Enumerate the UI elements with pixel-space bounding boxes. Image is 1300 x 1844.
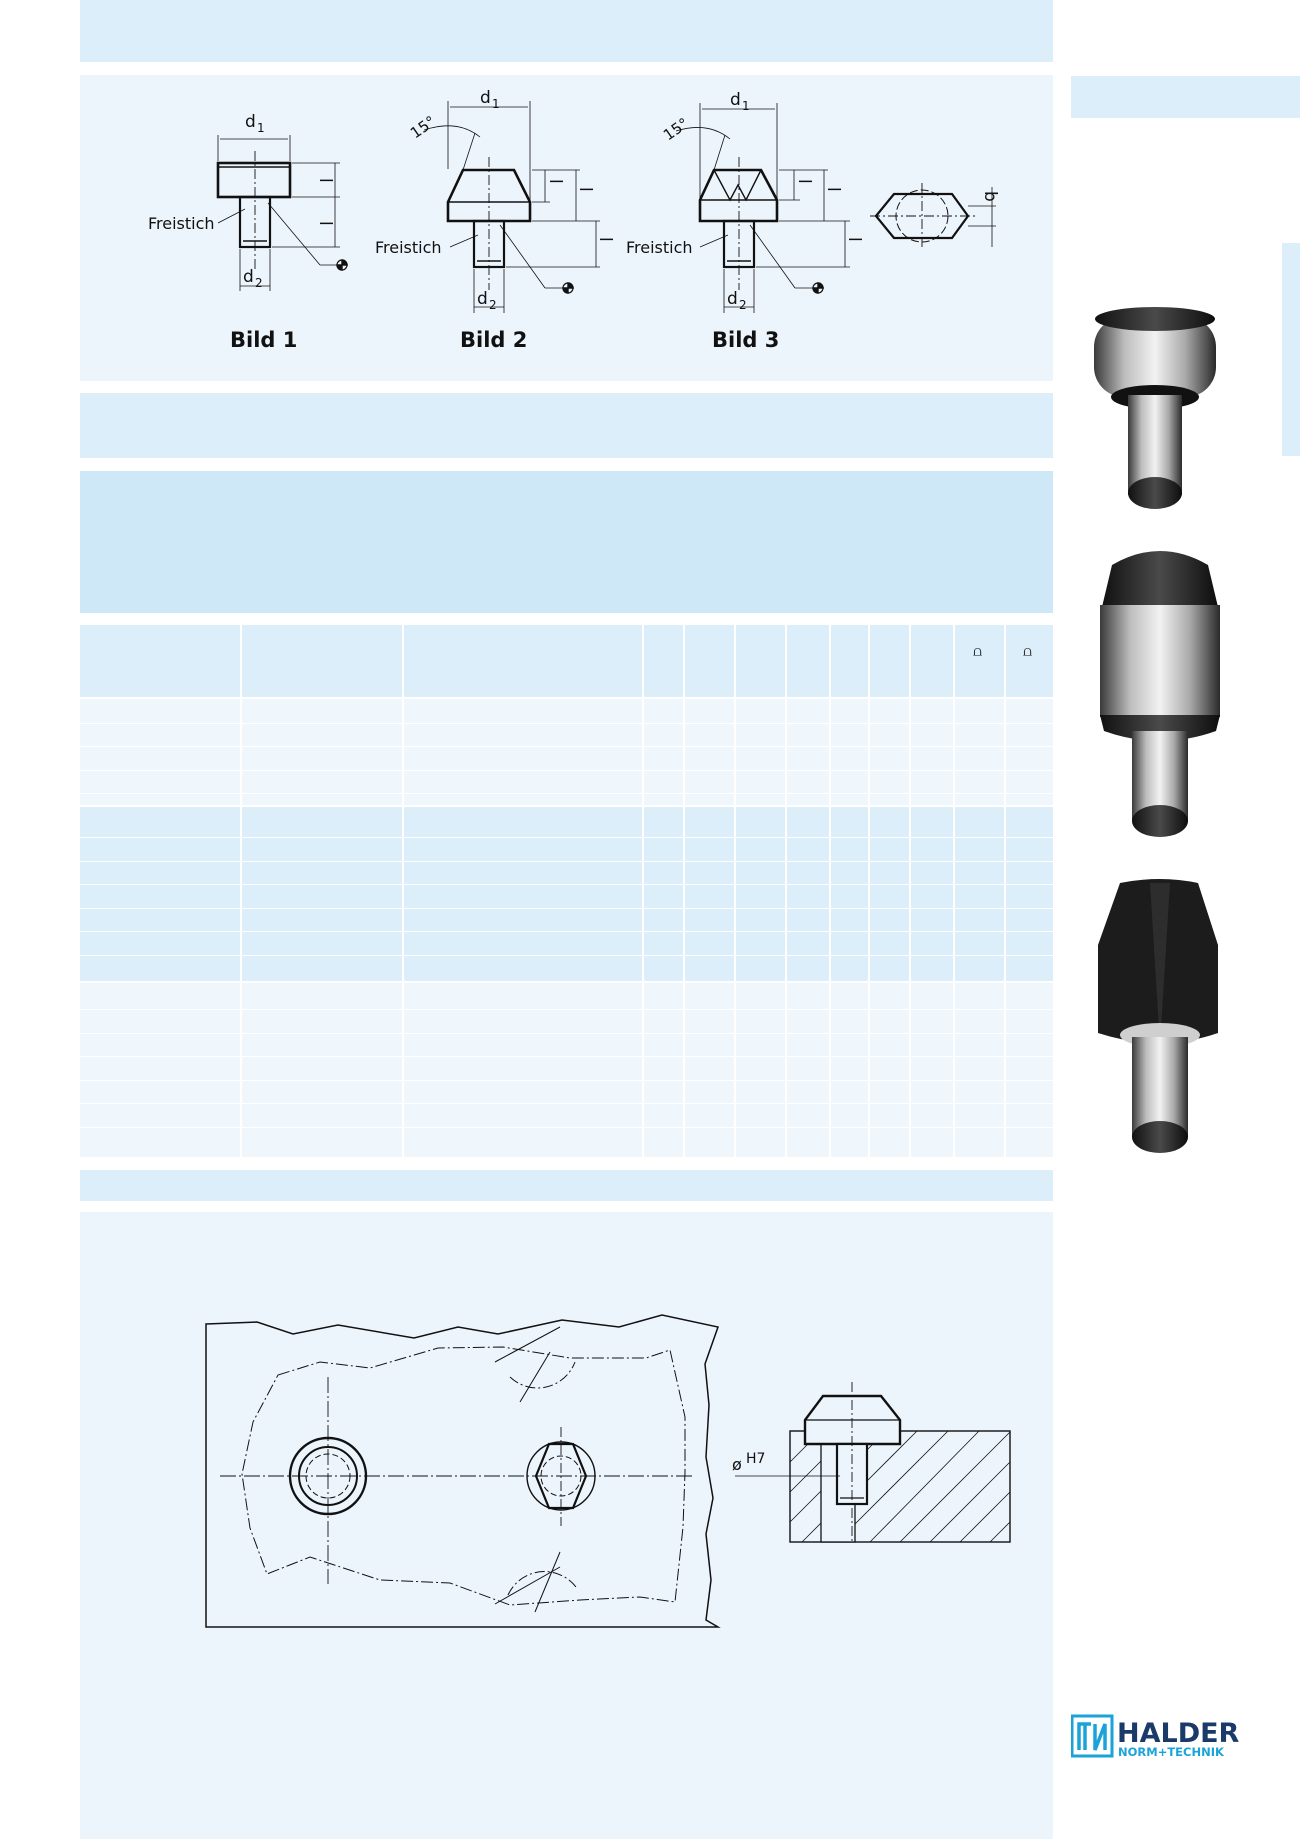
drawing-bild-1 [218,135,348,291]
section-view [735,1382,1010,1542]
label-b: b [980,191,1000,202]
label-l2-bild2: l [595,237,615,242]
fit-tolerance-label: H7 [746,1451,766,1467]
label-angle-bild2: 15° [406,112,440,143]
label-freistich-bild1: Freistich [148,214,215,233]
svg-text:2: 2 [255,276,263,290]
side-tab [1071,76,1300,118]
label-l1-bild2: l [575,187,595,192]
caption-bild-2: Bild 2 [460,328,528,352]
drawing-bild-3 [676,103,850,313]
side-edge-tab [1282,243,1300,456]
label-d2-bild2: d [477,289,488,309]
section-band [80,393,1053,458]
label-l2-bild1: l [315,221,335,226]
label-d1-bild2: d [480,88,491,108]
drawing-bild-2 [424,101,600,313]
svg-text:1: 1 [257,121,265,135]
application-drawing [80,1212,1053,1839]
table-header [80,625,1053,697]
label-d2-bild1: d [243,267,254,287]
label-d1-bild3: d [730,90,741,110]
weight-unit-icon: ⩍ [973,643,983,659]
caption-bild-1: Bild 1 [230,328,298,352]
product-photo-bild-3 [1090,875,1230,1160]
logo-tagline: NORM+TECHNIK [1118,1745,1224,1759]
label-freistich-bild3: Freistich [626,238,693,257]
header-band [80,0,1053,62]
svg-text:1: 1 [492,97,500,111]
logo-brand: HALDER [1117,1718,1240,1749]
label-d2-bild3: d [727,289,738,309]
technical-drawings [80,75,1053,381]
label-l2-bild3: l [844,237,864,242]
fit-diameter-label: ø [732,1455,742,1474]
spec-table [80,625,1053,1157]
halder-logo [1071,1712,1271,1760]
logo-mark-icon [1071,1712,1271,1760]
application-band [80,1170,1053,1201]
table-group-1 [80,697,1053,805]
product-photo-bild-2 [1090,545,1230,840]
label-l4-bild2: l [545,179,565,184]
drawing-top-view [870,176,996,250]
label-l1-bild3: l [823,187,843,192]
application-panel [80,1212,1053,1839]
label-l1-bild1: l [315,178,335,183]
label-d1-bild1: d [245,112,256,132]
label-freistich-bild2: Freistich [375,238,442,257]
svg-text:2: 2 [489,298,497,312]
caption-bild-3: Bild 3 [712,328,780,352]
drawings-panel [80,75,1053,381]
weight-unit-icon-2: ⩍ [1023,643,1033,659]
label-l4-bild3: l [794,179,814,184]
table-group-3 [80,981,1053,1157]
svg-text:2: 2 [739,298,747,312]
label-angle-bild3: 15° [659,114,693,145]
product-photo-bild-1 [1090,305,1220,515]
description-band [80,471,1053,613]
svg-text:1: 1 [742,99,750,113]
